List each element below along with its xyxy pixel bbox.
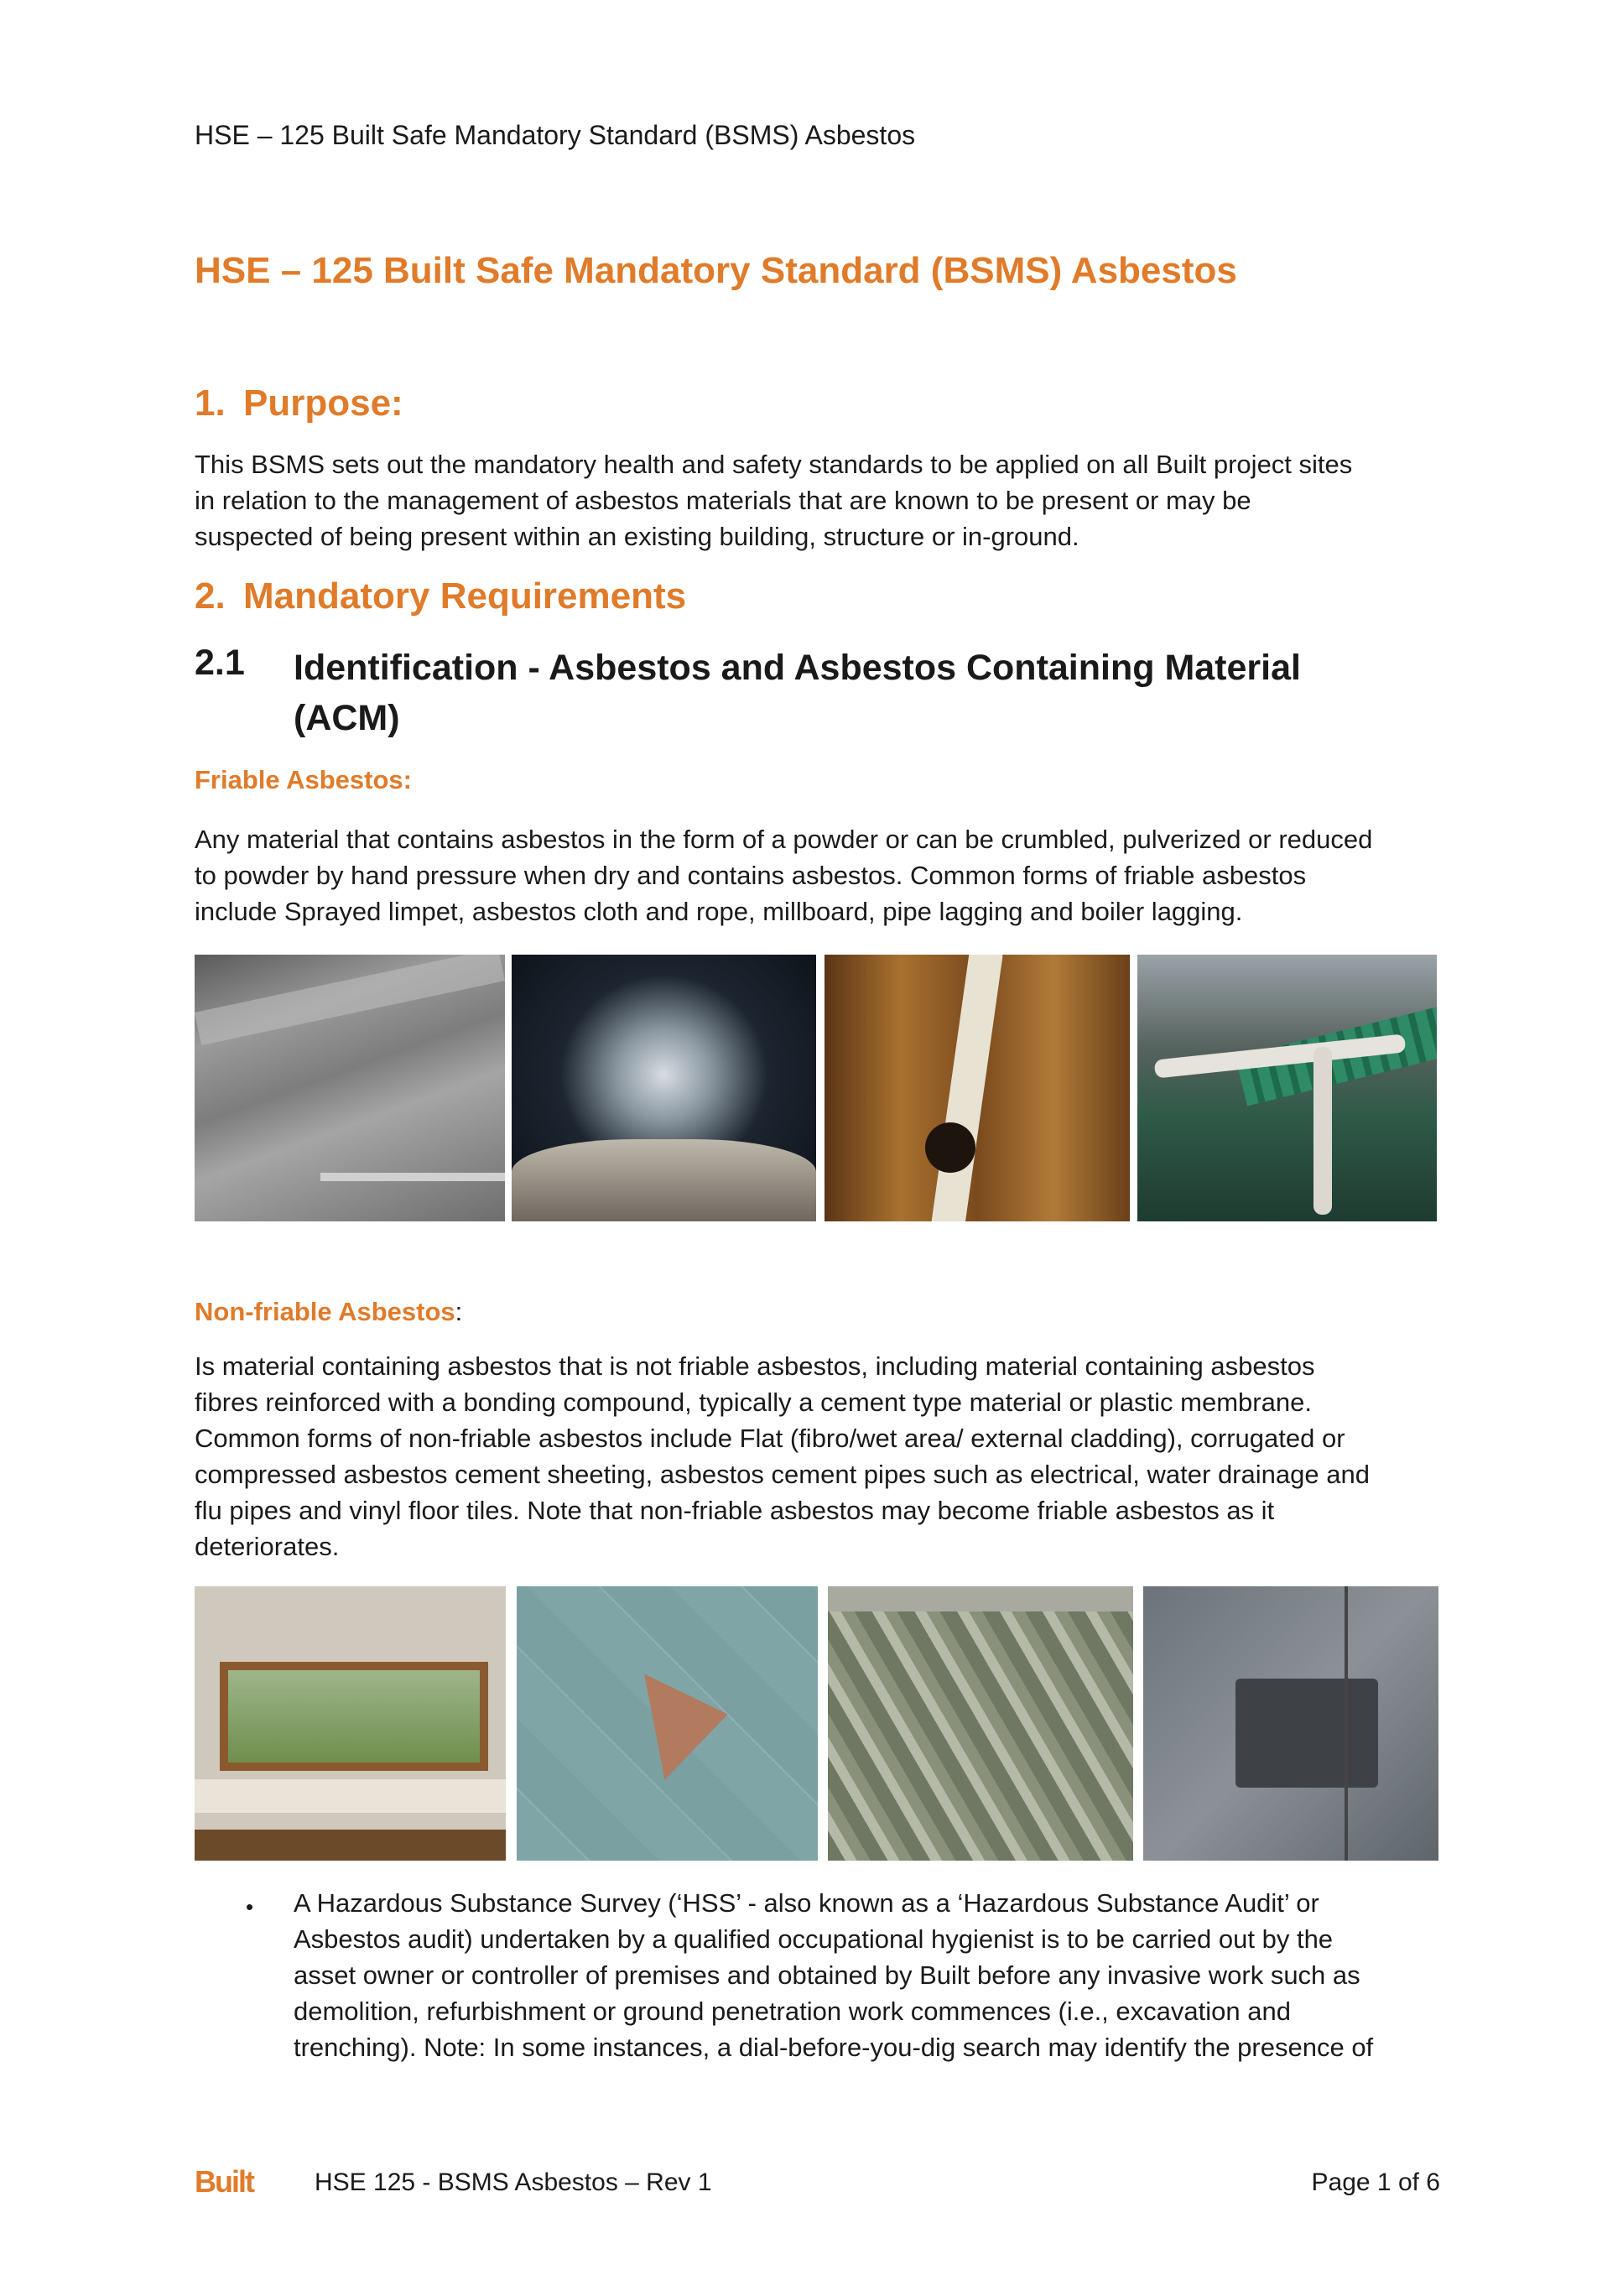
section-number: 1. [195,383,226,424]
section-heading-mandatory [195,575,686,617]
running-header: HSE – 125 Built Safe Mandatory Standard (BSMS) Asbestos [195,120,916,150]
photo-pipe-lagging [1137,955,1437,1221]
document-title: HSE – 125 Built Safe Mandatory Standard (BSMS) Asbestos [195,250,1237,291]
text-line: This BSMS sets out the mandatory health and safety standards to be applied on all Built project sites [195,450,1353,479]
photo-sprayed-limpet [195,955,505,1221]
text-line: demolition, refurbishment or ground penetration work commences (i.e., excavation and [294,1997,1291,2026]
nonfriable-heading [195,1297,462,1327]
section-heading-purpose [195,383,403,424]
text-line: to powder by hand pressure when dry and contains asbestos. Common forms of friable asbestos [195,861,1307,890]
footer-doc-title: HSE 125 - BSMS Asbestos – Rev 1 [315,2168,712,2196]
heading-line: Identification - Asbestos and Asbestos Containing Material [294,648,1301,688]
text-line: Common forms of non-friable asbestos include Flat (fibro/wet area/ external cladding), corrugated or [195,1424,1345,1453]
photo-broken-cladding [195,1586,506,1861]
photo-vinyl-floor-tiles [517,1586,818,1861]
photo-corrugated-sheeting [828,1586,1133,1861]
text-line: Any material that contains asbestos in the form of a powder or can be crumbled, pulverized or reduced [195,825,1373,854]
section-title: Purpose: [243,383,403,424]
page-number: Page 1 of 6 [1311,2168,1440,2196]
photo-asbestos-fibres [512,955,816,1221]
heading-line: (ACM) [294,698,400,738]
subsection-heading [294,643,1301,743]
text-line: Is material containing asbestos that is not friable asbestos, including material containing asbestos [195,1351,1315,1381]
text-line: deteriorates. [195,1532,340,1561]
heading-colon: : [455,1297,463,1326]
text-line: A Hazardous Substance Survey (‘HSS’ - also known as a ‘Hazardous Substance Audit’ or [294,1888,1319,1918]
text-line: compressed asbestos cement sheeting, asbestos cement pipes such as electrical, water drainage and [195,1460,1370,1489]
friable-heading: Friable Asbestos: [195,765,412,794]
section-title: Mandatory Requirements [243,575,687,617]
bullet-paragraph [294,1885,1373,2065]
photo-asbestos-rope [825,955,1130,1221]
text-line: fibres reinforced with a bonding compound, typically a cement type material or plastic membrane. [195,1387,1312,1417]
text-line: asset owner or controller of premises and obtained by Built before any invasive work such as [294,1960,1360,1990]
bullet-icon: • [246,1894,254,1919]
built-logo: Built [195,2164,253,2199]
section-number: 2. [195,575,226,617]
text-line: trenching). Note: In some instances, a dial-before-you-dig search may identify the presence of [294,2033,1374,2062]
purpose-paragraph [195,446,1352,554]
text-line: in relation to the management of asbestos materials that are known to be present or may be [195,486,1251,515]
nonfriable-paragraph [195,1348,1370,1565]
photo-floor-sheet [1143,1586,1438,1861]
text-line: Asbestos audit) undertaken by a qualified occupational hygienist is to be carried out by the [294,1924,1334,1954]
text-line: flu pipes and vinyl floor tiles. Note that non-friable asbestos may become friable asbestos as it [195,1496,1275,1525]
nonfriable-heading-text: Non-friable Asbestos [195,1297,455,1326]
subsection-number: 2.1 [195,643,245,683]
friable-paragraph [195,821,1372,929]
text-line: include Sprayed limpet, asbestos cloth and rope, millboard, pipe lagging and boiler lagging. [195,897,1243,926]
text-line: suspected of being present within an existing building, structure or in-ground. [195,522,1079,551]
